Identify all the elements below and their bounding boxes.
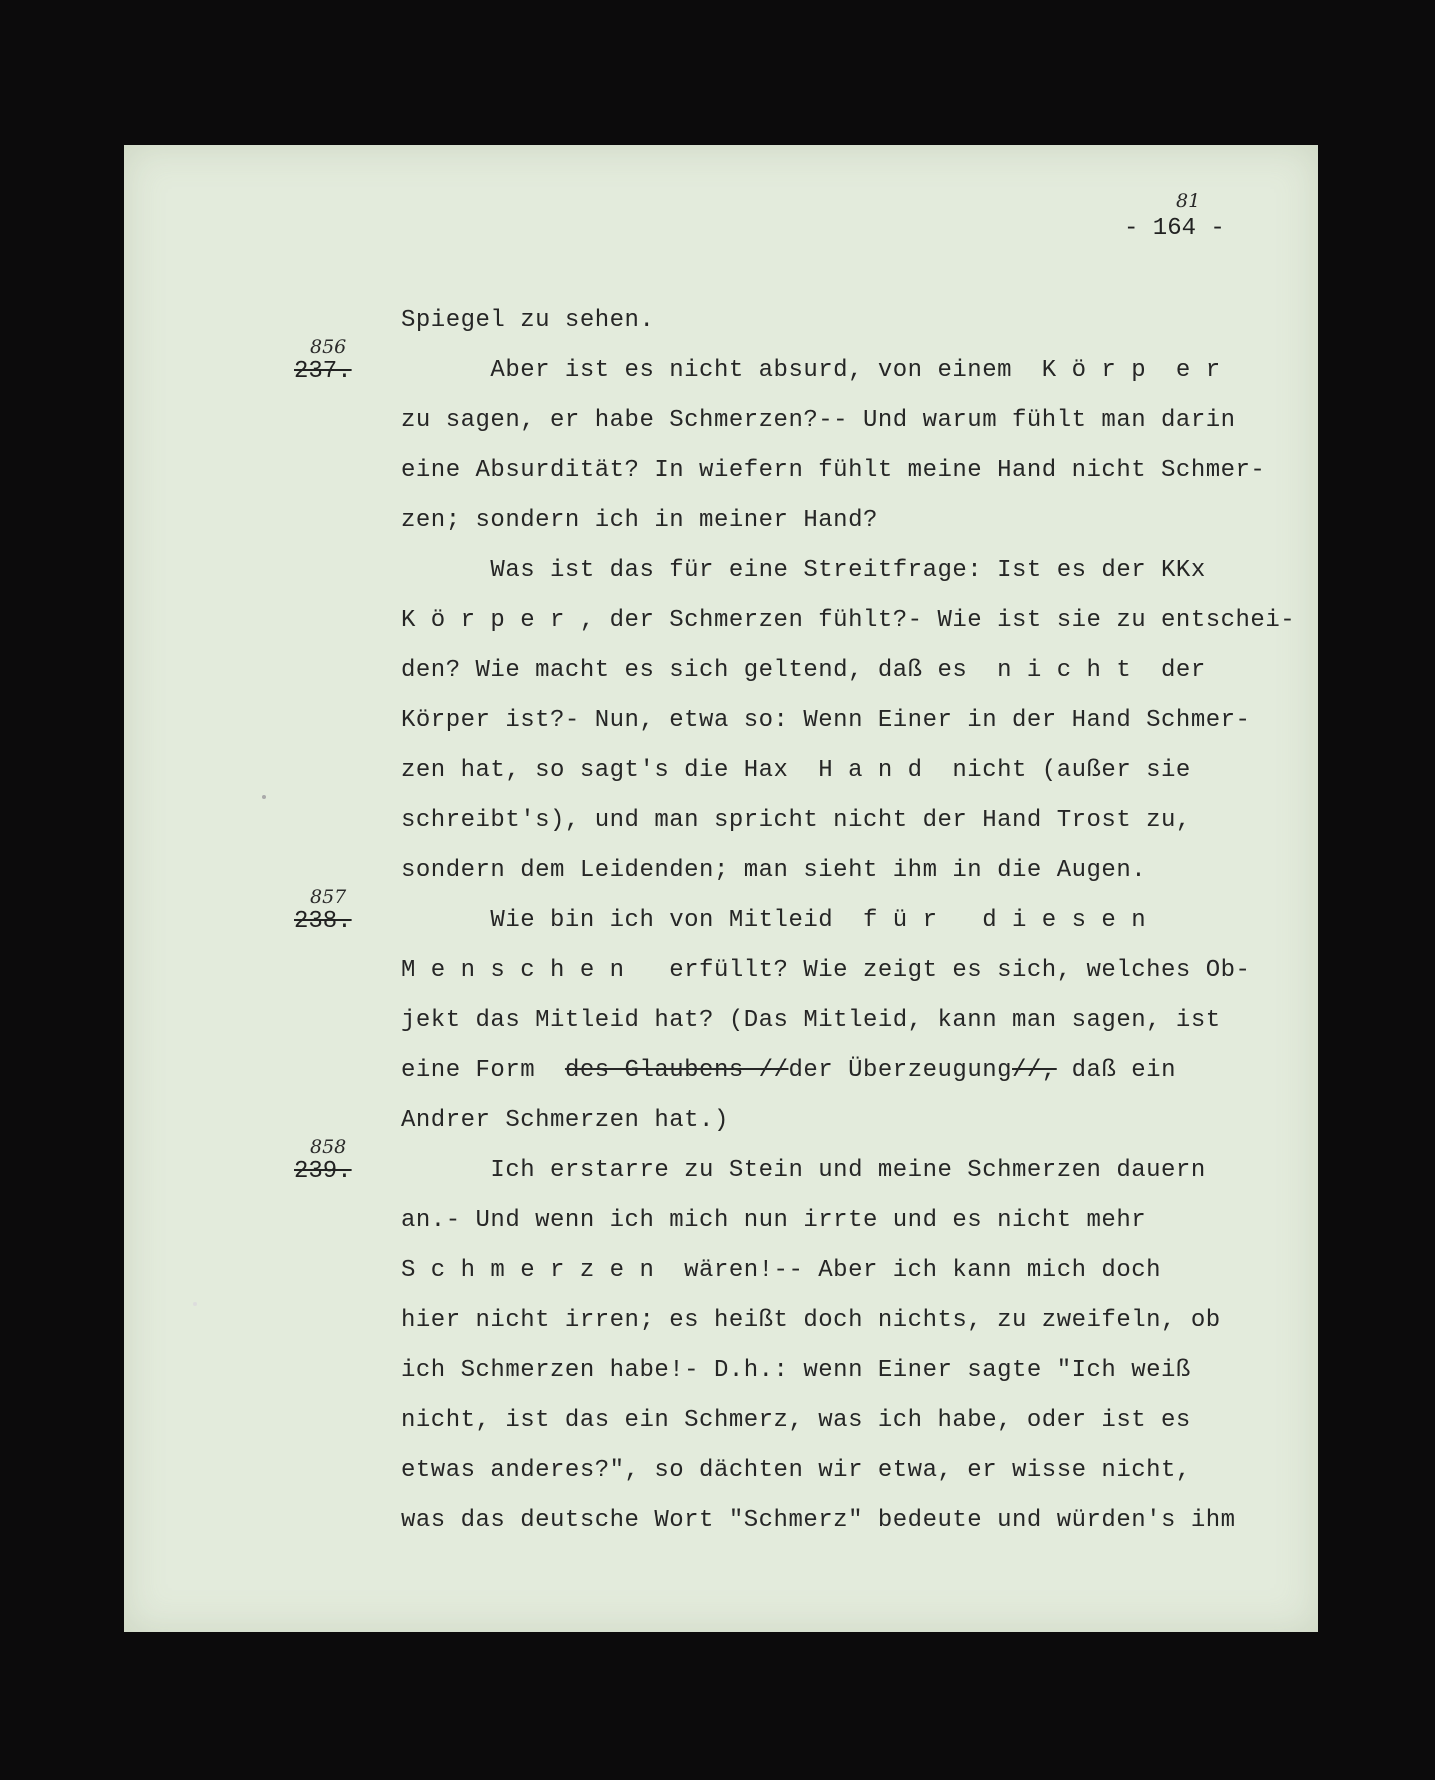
remark-number-1: [294, 358, 352, 385]
text-line: Aber ist es nicht absurd, von einem K ö r p e r: [401, 357, 1221, 384]
typed-page-number: - 164 -: [1124, 215, 1225, 242]
text-line: Ich erstarre zu Stein und meine Schmerzen dauern: [401, 1157, 1206, 1184]
text-line: an.- Und wenn ich mich nun irrte und es nicht mehr: [401, 1207, 1147, 1234]
text-line: zen; sondern ich in meiner Hand?: [401, 507, 878, 534]
form-tail: daß ein: [1056, 1057, 1176, 1084]
text-line: S c h m e r z e n wären!-- Aber ich kann mich doch: [401, 1257, 1162, 1284]
text-line: was das deutsche Wort "Schmerz" bedeute und würden's ihm: [401, 1507, 1236, 1534]
struck-end: //,: [1012, 1057, 1057, 1084]
text-line: Was ist das für eine Streitfrage: Ist es der KKx: [401, 557, 1206, 584]
text-line: K ö r p e r , der Schmerzen fühlt?- Wie ist sie zu entschei-: [401, 607, 1296, 634]
handwritten-page-number: 81: [1176, 190, 1201, 212]
text-line: zen hat, so sagt's die Hax H a n d nicht (außer sie: [401, 757, 1191, 784]
text-line: Andrer Schmerzen hat.): [401, 1107, 729, 1134]
remark-hand-number-2: 857: [310, 886, 347, 908]
text-line: schreibt's), und man spricht nicht der Hand Trost zu,: [401, 807, 1191, 834]
remark-hand-number-1: 856: [310, 336, 347, 358]
text-line: eine Absurdität? In wiefern fühlt meine Hand nicht Schmer-: [401, 457, 1266, 484]
remark-number-3-text: 239.: [294, 1158, 352, 1185]
text-line: jekt das Mitleid hat? (Das Mitleid, kann man sagen, ist: [401, 1007, 1221, 1034]
remark-hand-number-3: 858: [310, 1136, 347, 1158]
background-speck: [193, 1302, 197, 1306]
text-line: den? Wie macht es sich geltend, daß es n i c h t der: [401, 657, 1206, 684]
remark-number-1-text: 237.: [294, 358, 352, 385]
text-line-form: [401, 1057, 1176, 1085]
kept-text: der Überzeugung: [788, 1057, 1013, 1084]
text-line: Spiegel zu sehen.: [401, 307, 655, 334]
text-line: ich Schmerzen habe!- D.h.: wenn Einer sagte "Ich weiß: [401, 1357, 1191, 1384]
text-line: Wie bin ich von Mitleid f ü r d i e s e n: [401, 907, 1147, 934]
remark-number-3: [294, 1158, 352, 1185]
text-line: sondern dem Leidenden; man sieht ihm in die Augen.: [401, 857, 1147, 884]
paper-speck: [262, 795, 266, 799]
text-line: M e n s c h e n erfüllt? Wie zeigt es sich, welches Ob-: [401, 957, 1251, 984]
struck-text: des Glaubens //: [564, 1057, 789, 1084]
text-line: etwas anderes?", so dächten wir etwa, er wisse nicht,: [401, 1457, 1191, 1484]
remark-number-2-text: 238.: [294, 908, 352, 935]
text-line: hier nicht irren; es heißt doch nichts, zu zweifeln, ob: [401, 1307, 1221, 1334]
text-line: zu sagen, er habe Schmerzen?-- Und warum fühlt man darin: [401, 407, 1236, 434]
remark-number-2: [294, 908, 352, 935]
form-word: eine Form: [401, 1057, 536, 1084]
text-line: Körper ist?- Nun, etwa so: Wenn Einer in der Hand Schmer-: [401, 707, 1251, 734]
text-line: nicht, ist das ein Schmerz, was ich habe, oder ist es: [401, 1407, 1191, 1434]
